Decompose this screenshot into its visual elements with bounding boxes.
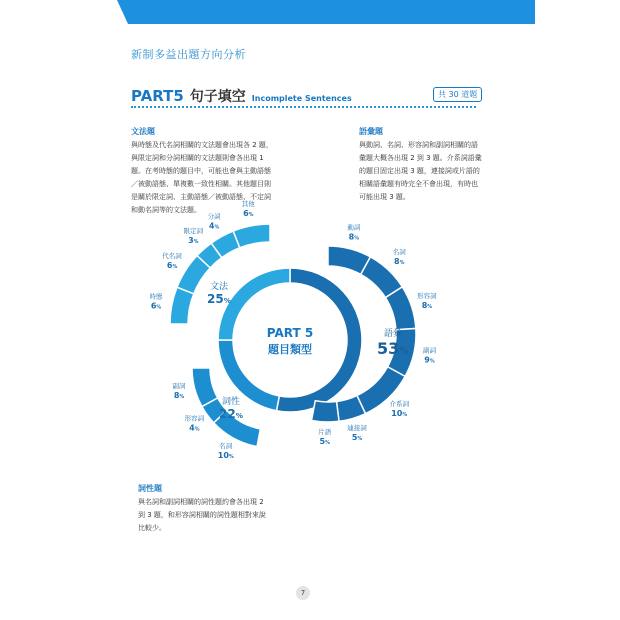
outer-vocab-0-name-label: 動詞	[347, 223, 361, 232]
donut-center-title: PART 5	[266, 326, 314, 340]
outer-vocab-0-value-label: 8%	[348, 232, 360, 242]
grammar-line: ／被動語態、單複數一致性相關。其他題目則	[131, 180, 271, 188]
grammar-line: 是關於限定詞、主動語態／被動語態、不定詞	[131, 193, 271, 201]
outer-grammar-1-value-label: 6%	[166, 260, 178, 270]
grammar-section-title: 文法題	[131, 127, 155, 136]
outer-pos-2-value-label: 8%	[173, 390, 185, 400]
pos-line: 到 3 題，和形容詞相關的詞性題相對來說	[138, 511, 266, 519]
outer-vocab-3-name-label: 副詞	[422, 346, 436, 355]
cat-vocab-name-label: 語彙	[383, 329, 403, 339]
outer-pos-2-name-label: 副詞	[172, 381, 186, 390]
grammar-line: 和動名詞等的文法題。	[131, 206, 201, 214]
outer-vocab-1-name-label: 名詞	[392, 248, 406, 257]
outer-grammar-0-name-label: 時態	[149, 292, 163, 301]
vocab-line: 彙題大概各出現 2 到 3 題。介系詞語彙	[359, 154, 482, 162]
donut-center-subtitle: 題目類型	[268, 343, 312, 356]
vocab-section-title: 語彙題	[359, 127, 383, 136]
outer-vocab-4-value-label: 10%	[391, 408, 408, 418]
outer-vocab-1-value-label: 8%	[393, 257, 405, 267]
outer-vocab-5-value-label: 5%	[351, 432, 363, 442]
outer-grammar-4-name-label: 其他	[241, 200, 255, 209]
cat-vocab-value-label: 53%	[377, 339, 409, 358]
outer-slice-vocab-6	[312, 401, 340, 422]
outer-vocab-6-name-label: 片語	[318, 427, 332, 436]
part-name-zh: 句子填空	[189, 89, 246, 105]
pos-section-body	[138, 496, 266, 535]
vocab-line: 可能出現 3 題。	[359, 193, 410, 201]
outer-grammar-4-value-label: 6%	[243, 209, 254, 219]
question-count-badge: 共 30 道題	[433, 87, 482, 102]
outer-vocab-2-value-label: 8%	[421, 300, 433, 310]
pos-line: 比較少。	[138, 524, 166, 532]
cat-grammar-name-label: 文法	[209, 282, 229, 292]
vocab-line: 相關語彙題有時完全不會出現，有時也	[359, 180, 478, 188]
grammar-line: 與限定詞和分詞相關的文法題則會各出現 1	[131, 154, 264, 162]
pos-section-title: 詞性題	[138, 484, 162, 493]
donut-slice-vocab	[277, 268, 362, 412]
outer-vocab-3-value-label: 9%	[424, 355, 435, 365]
outer-vocab-2-name-label: 形容詞	[417, 291, 437, 300]
grammar-line: 與時態及代名詞相關的文法題會出現各 2 題，	[131, 141, 273, 149]
outer-pos-0-name-label: 名詞	[219, 442, 233, 451]
page-number: 7	[296, 586, 310, 600]
outer-pos-1-value-label: 4%	[189, 423, 200, 433]
outer-slice-pos-2	[192, 368, 218, 407]
grammar-line: 題。在考時態的題目中，可能也會與主動語態	[131, 167, 271, 175]
page-header: 新制多益出題方向分析	[131, 48, 246, 61]
outer-pos-0-value-label: 10%	[217, 451, 234, 461]
outer-grammar-3-value-label: 4%	[208, 221, 220, 231]
cat-pos-name-label: 詞性	[221, 397, 241, 407]
part-code: PART5	[131, 87, 184, 105]
outer-grammar-3-name-label: 分詞	[207, 212, 221, 221]
outer-vocab-6-value-label: 5%	[319, 436, 330, 446]
outer-grammar-2-name-label: 限定詞	[183, 226, 204, 235]
part-name-en: Incomplete Sentences	[251, 94, 352, 103]
pos-line: 與名詞和副詞相關的詞性題約會各出現 2	[138, 498, 264, 506]
outer-grammar-1-name-label: 代名詞	[162, 251, 182, 260]
outer-slice-grammar-4	[233, 224, 270, 248]
outer-pos-1-name-label: 形容詞	[184, 414, 205, 423]
outer-grammar-0-value-label: 6%	[150, 301, 162, 311]
vocab-line: 的題目固定出現 3 題，連接詞或片語的	[359, 167, 480, 175]
cat-grammar-value-label: 25%	[207, 292, 231, 306]
outer-vocab-4-name-label: 介系詞	[389, 399, 409, 408]
outer-vocab-5-name-label: 連接詞	[347, 423, 367, 432]
cat-pos-value-label: 22%	[219, 407, 243, 421]
vocab-line: 與動詞、名詞、形容詞和副詞相關的語	[359, 141, 478, 149]
outer-grammar-2-value-label: 3%	[188, 235, 199, 245]
